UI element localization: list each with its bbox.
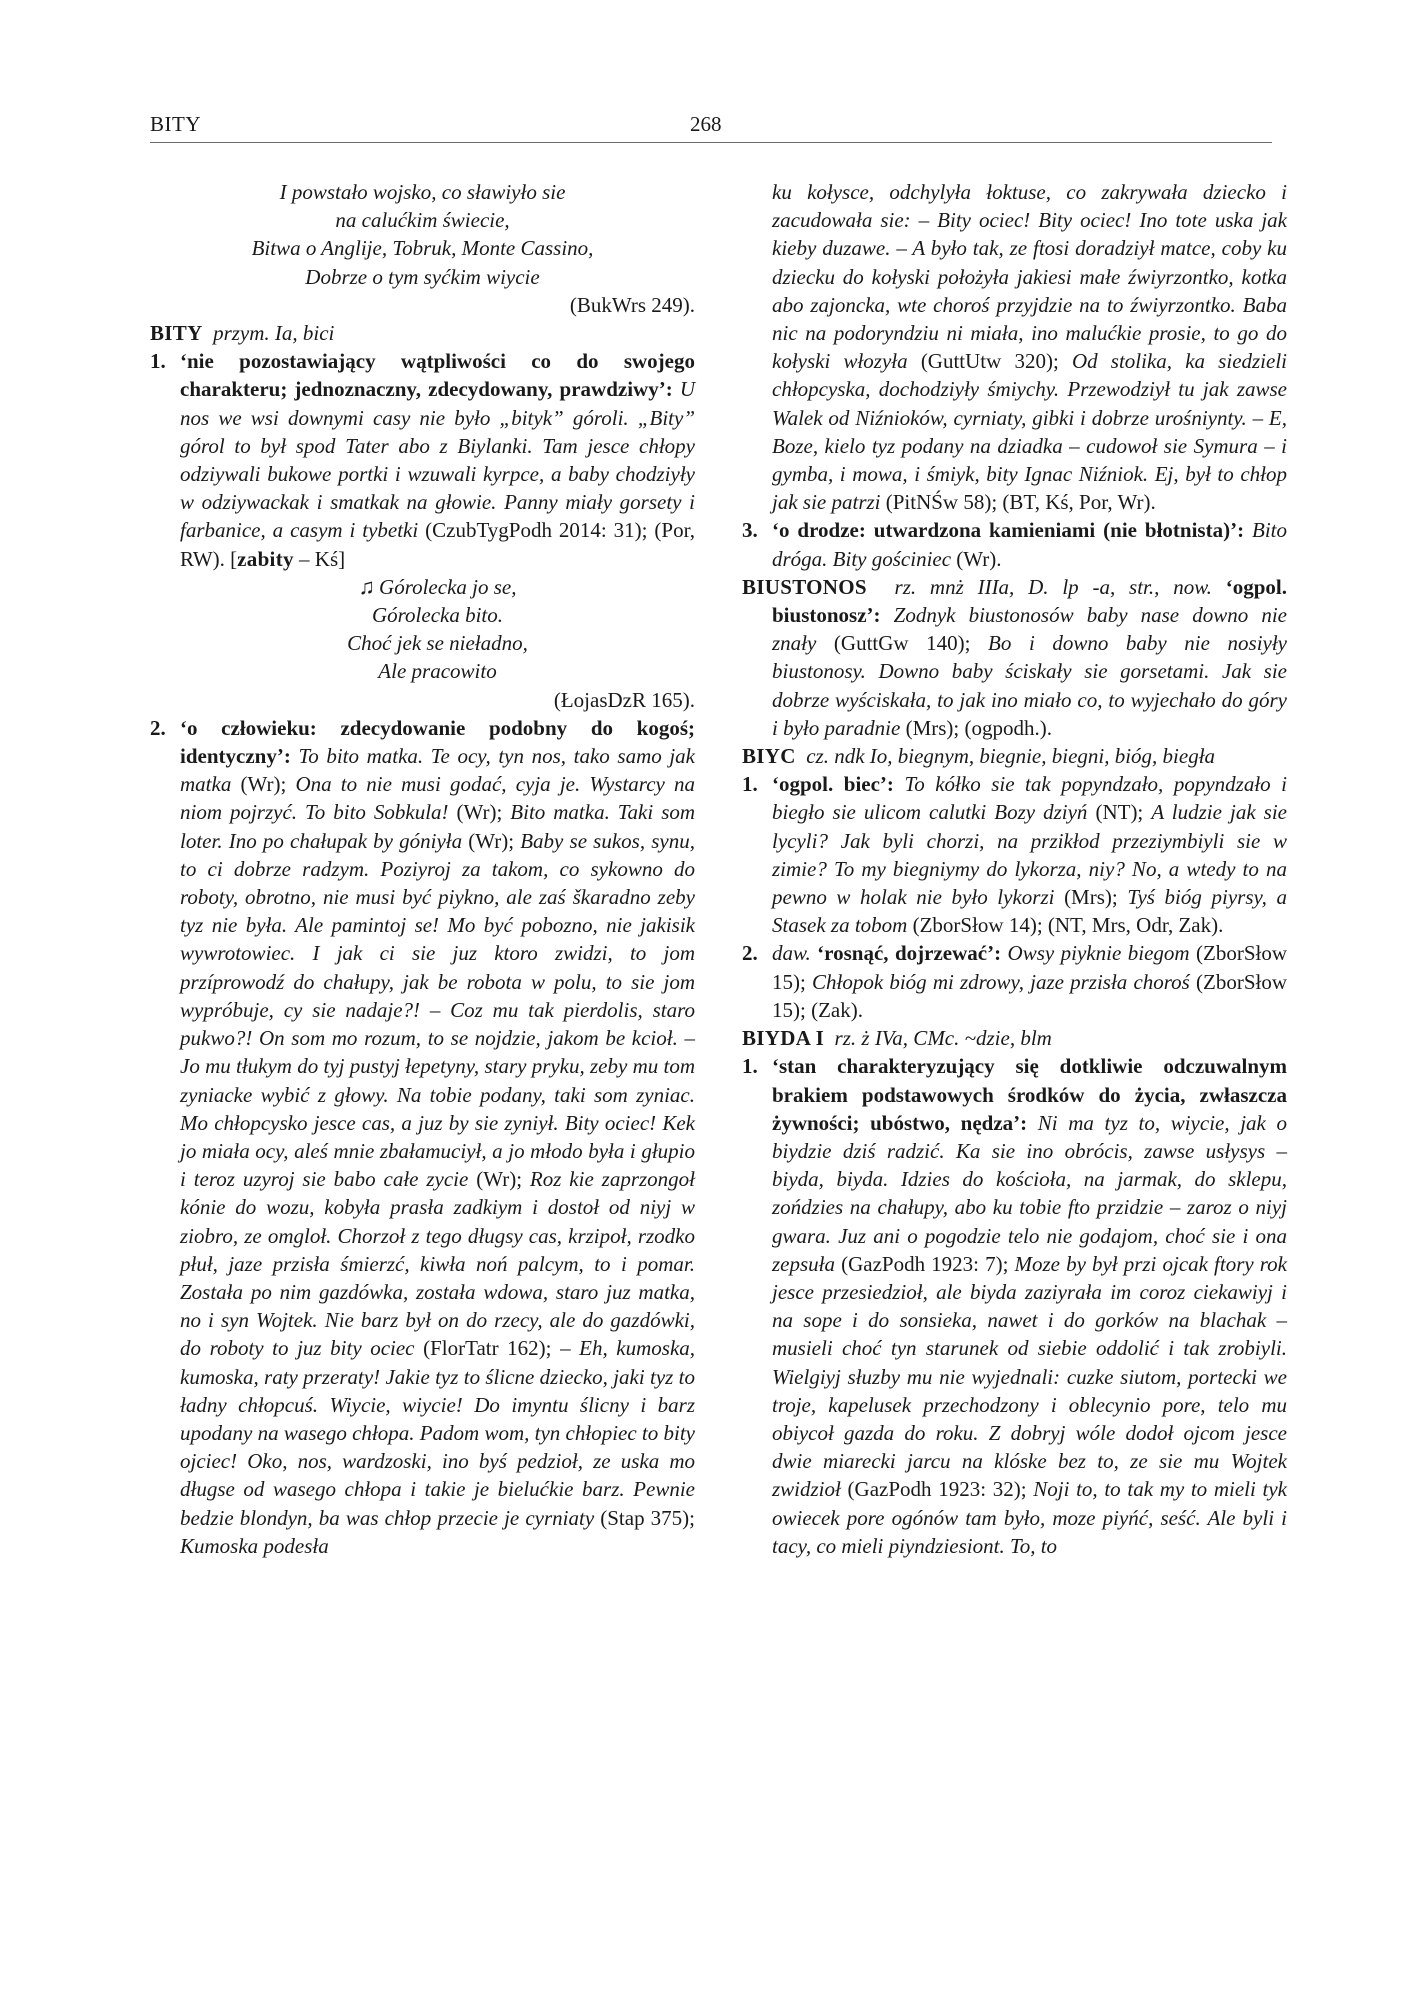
source: (ZborSłow 15); (Zak). bbox=[772, 969, 1288, 1022]
poem-line: na calućkim świecie, bbox=[335, 208, 510, 233]
song-line: Choć jek se nieładno, bbox=[347, 631, 528, 656]
poem-line: I powstało wojsko, co sławiyło sie bbox=[279, 180, 566, 204]
sense-2 bbox=[150, 714, 695, 1560]
source: (ZborSłow 14); (NT, Mrs, Odr, Zak). bbox=[912, 913, 1224, 938]
example: Kumoska podesła bbox=[180, 1533, 329, 1558]
example: – Eh, kumoska, kumoska, raty przeraty! Jakie tyz to ślicne dziecko, jaki tyz to ładny chłopcuś. Wiycie, wiycie! Do imyntu ślicny i barz upodany na wasego chłopa. Padom wom, tyn chłopiec to bity ojciec! Oko, nos, wardzoski, ino byś pedzioł, ze uska mo długse od wasego chłopa i takie je bielućkie barz. Pewnie bedzie blondyn, ba was chłop przecie je cyrniaty bbox=[180, 1336, 696, 1530]
definition: ‘nie pozostawiający wątpliwości co do swojego charakteru; jednoznaczny, zdecydowany, prawdziwy’: bbox=[180, 349, 695, 402]
song-line: Górolecka bito. bbox=[371, 603, 504, 628]
example: Bo i downo baby nie nosiyły biustonosy. Downo baby ściskały sie gorsetami. Jak sie dobrze wyściskała, to jak ino miało co, to wyjechało do góry i było paradnie bbox=[772, 631, 1288, 740]
sense-number: 2. bbox=[742, 941, 758, 966]
source: (Mrs); bbox=[1064, 885, 1118, 910]
definition: ‘ogpol. biustonosz’: bbox=[772, 574, 1288, 628]
source: (NT); bbox=[1095, 800, 1144, 825]
source: (ZborSłow 15); bbox=[772, 941, 1288, 994]
source: (GuttGw 140); bbox=[833, 631, 971, 656]
example: To kółko sie tak popyndzało, popyndzało i biegło sie ulicom calutki Bozy dziyń bbox=[772, 772, 1288, 825]
definition: ‘rosnąć, dojrzewać’: bbox=[817, 941, 1002, 966]
grammar-info: daw. bbox=[772, 941, 811, 966]
example: To bito matka. Te ocy, tyn nos, tako samo jak matka bbox=[180, 744, 696, 797]
sense-2-continued bbox=[742, 178, 1287, 516]
music-note-icon: ♫ bbox=[358, 573, 376, 599]
sense-3 bbox=[742, 516, 1287, 572]
source: (GuttUtw 320); bbox=[920, 349, 1059, 374]
grammar-info: rz. ż IVa, CMc. ~dzie, blm bbox=[834, 1026, 1052, 1051]
source: (Stap 375); bbox=[600, 1505, 695, 1530]
song-line: Ale pracowito bbox=[378, 659, 497, 684]
headword: BIUSTONOS bbox=[742, 574, 867, 599]
example: Tyś bióg piyrsy, a Stasek za tobom bbox=[772, 885, 1287, 938]
entry-biyc bbox=[742, 742, 1287, 770]
variant-form: zabity bbox=[237, 546, 294, 571]
biyc-sense-1 bbox=[742, 770, 1287, 939]
source: (Wr). bbox=[956, 546, 1002, 571]
source: (Wr); bbox=[240, 772, 287, 797]
source: (Wr); bbox=[456, 800, 503, 825]
example: Noji to, to tak my to mieli tyk owiecek pore ogónów tam było, moze piyńć, seść. Ale byli i tacy, co mieli piyndziesiont. To, to bbox=[772, 1477, 1288, 1558]
grammar-info: cz. ndk Io, biegnym, biegnie, biegni, bióg, biegła bbox=[806, 744, 1216, 769]
source: (Mrs); (ogpodh.). bbox=[905, 715, 1052, 740]
example: Moze by był przi ojcak ftory rok jesce przesiedzioł, ale biyda zaziyrała im coroz ciekawiyj i na sope i do sonsieka, nawet i do gorków na blachak – musieli choć tyn starunek od siebie oddolić i tak zrobiyli. Wielgiyj słuzby mu nie wyjednali: cuzke siutom, portecki we troje, kapelusek przechodzony i oblecynio pore, telo mu obiycoł gazda do roku. Z dobryj wóle dodoł ojcom jesce dwie miarecki jarcu na klóske bez to, ze sie mu Wojtek zwidzioł bbox=[772, 1251, 1287, 1502]
sense-number: 1. bbox=[742, 772, 758, 797]
poem-source: (BukWrs 249). bbox=[569, 292, 695, 317]
poem-quote bbox=[150, 178, 695, 319]
example: Ni ma tyz to, wiycie, jak o biydzie dziś radzić. Ka sie ino obrócis, zawse usłysys – biyda, biyda. Idzies do kościoła, na jarmak, do sklepu, zońdzies na chałupy, abo ku tobie fto przidzie – zaroz o niyj gwara. Juz ani o pogodzie telo nie godajom, choć sie i ona zepsuła bbox=[772, 1110, 1287, 1276]
example: Ona to nie musi godać, cyja je. Wystarcy na niom pojrzyć. To bito Sobkula! bbox=[180, 772, 696, 825]
entry-biyda bbox=[742, 1024, 1287, 1052]
definition: ‘o drodze: utwardzona kamieniami (nie błotnista)’: bbox=[772, 518, 1245, 543]
example: A ludzie jak sie lycyli? Jak byli chorzi, na przikłod przeziymbiyli sie w zimie? To my biegniymy do lykorza, niy? No, a wtedy to na pewno w holak nie było lykorzi bbox=[772, 800, 1287, 910]
definition: ‘stan charakteryzujący się dotkliwie odczuwalnym brakiem podstawowych środków do życia, zwłaszcza żywności; ubóstwo, nędza’: bbox=[772, 1054, 1287, 1135]
page-number: 268 bbox=[690, 112, 722, 136]
entry-bity bbox=[150, 319, 695, 347]
biyda-sense-1 bbox=[742, 1052, 1287, 1560]
source: (CzubTygPodh 2014: 31); (Por, RW). [ bbox=[180, 518, 695, 571]
headword: BIYC bbox=[742, 744, 796, 769]
example: Bito dróga. Bity gościniec bbox=[772, 518, 1288, 571]
running-head bbox=[150, 106, 1272, 143]
running-headword: BITY bbox=[150, 112, 201, 136]
example: Zodnyk biustonosów baby nase downo nie znały bbox=[772, 603, 1287, 656]
example: U nos we wsi downymi casy nie było „bityk” góroli. „Bity” górol to był spod Tater abo z Biylanki. Tam jesce chłopy odziywali bukowe portki i wzuwali kyrpce, a baby chodziyły w odziywackak i smatkak na głowie. Panny miały gorsety i farbanice, a casym i tybetki bbox=[180, 377, 695, 543]
right-column bbox=[742, 178, 1287, 1560]
sense-number: 1. bbox=[150, 349, 166, 374]
song-quote bbox=[150, 573, 695, 714]
example: Chłopok bióg mi zdrowy, jaze przisła choroś bbox=[812, 969, 1190, 994]
headword: BIYDA I bbox=[742, 1026, 825, 1051]
definition: ‘o człowieku: zdecydowanie podobny do kogoś; identyczny’: bbox=[180, 715, 695, 769]
example: Roz kie zaprzongoł kónie do wozu, kobyła prasła zadkiym i dostoł od niyj w ziobro, ze omgloł. Chorzoł z tego długsy cas, krzipoł, rzodko płuł, jaze przisła śmierzć, kiwła noń palcym, to i pomar. Została po nim gazdówka, została wdowa, staro juz matka, no i syn Wojtek. Nie barz był on do rzecy, ale do gazdówki, do roboty to juz bity ociec bbox=[180, 1167, 696, 1361]
song-source: (ŁojasDzR 165). bbox=[553, 687, 695, 712]
left-column bbox=[150, 178, 695, 1560]
song-line: ♫ Górolecka jo se, bbox=[358, 573, 517, 599]
sense-number: 2. bbox=[150, 715, 166, 740]
sense-number: 3. bbox=[742, 518, 758, 543]
example: Od stolika, ka siedzieli chłopcyska, dochodziyły śmiychy. Przewodziył tu jak zawse Walek od Niźnioków, cyrniaty, gibki i dobrze urośniynty. – E, Boze, kielo tyz podany na dziadka – cudowoł sie Symura – i gymba, i mowa, i śmiyk, bity Ignac Niźniok. Ej, był to chłop jak sie patrzi bbox=[772, 349, 1288, 515]
definition: ‘ogpol. biec’: bbox=[772, 772, 894, 797]
example: ku kołysce, odchylyła łoktuse, co zakrywała dziecko i zacudowała sie: – Bity ociec! Bity ociec! Ino tote uska jak kieby duzawe. – A było tak, ze ftosi doradziył matce, coby ku dziecku do kołyski położyła jakiesi małe źwiyrzontko, kotka abo zajoncka, wte choroś przyjdzie na to źwiyrzontko. Baba nic na podoryndziu ni miała, ino malućkie prosie, to go do kołyski włozyła bbox=[772, 180, 1287, 374]
source: (GazPodh 1923: 7); bbox=[841, 1251, 1009, 1276]
source: (FlorTatr 162); bbox=[423, 1336, 552, 1361]
example: Bito matka. Taki som loter. Ino po chałupak by góniyła bbox=[180, 800, 696, 853]
grammar-info: przym. Ia, bici bbox=[213, 321, 335, 346]
grammar-info: rz. mnż IIIa, D. lp -a, str., now. bbox=[894, 574, 1212, 599]
source: (Wr); bbox=[476, 1167, 523, 1192]
source: (PitNŚw 58); (BT, Kś, Por, Wr). bbox=[885, 490, 1156, 515]
source: (Wr); bbox=[468, 828, 515, 853]
source: – Kś] bbox=[293, 546, 346, 571]
biyc-sense-2 bbox=[742, 939, 1287, 1024]
poem-line: Dobrze o tym syćkim wiycie bbox=[305, 264, 540, 289]
source: (GazPodh 1923: 32); bbox=[847, 1477, 1027, 1502]
example: Owsy piyknie biegom bbox=[1007, 941, 1190, 966]
sense-number: 1. bbox=[742, 1054, 758, 1079]
entry-biustonos bbox=[742, 573, 1287, 742]
example: Baby se sukos, synu, to ci dobrze radzym. Poziyroj za takom, co sykowno do roboty, obrotno, nie musi być piykno, ale zaś škaradno zeby tyz nie była. Ale pamintoj se! Mo być pobozno, nie jakisik wywrotowiec. I jak ci sie juz ktoro zwidzi, to jom przíprowodź do chałupy, jak be robota w polu, to sie jom wypróbuje, cy sie nadaje?! – Coz mu tak pierdolis, staro pukwo?! On som mo rozum, to se nojdzie, jakom be kcioł. – Jo mu tłukym do tyj pustyj łepetyny, stary pryku, zeby mu tom zyniacke wybić z głowy. Na tobie podany, taki som zyniac. Mo chłopcysko jesce cas, a juz by sie zyniył. Bity ociec! Kek jo miała ocy, aleś mnie zbałamuciył, a jo młodo była i głupio i teroz uzyroj sie babo całe zycie bbox=[180, 828, 695, 1192]
headword: BITY bbox=[150, 321, 203, 346]
poem-line: Bitwa o Anglije, Tobruk, Monte Cassino, bbox=[251, 236, 594, 261]
sense-1 bbox=[150, 347, 695, 573]
